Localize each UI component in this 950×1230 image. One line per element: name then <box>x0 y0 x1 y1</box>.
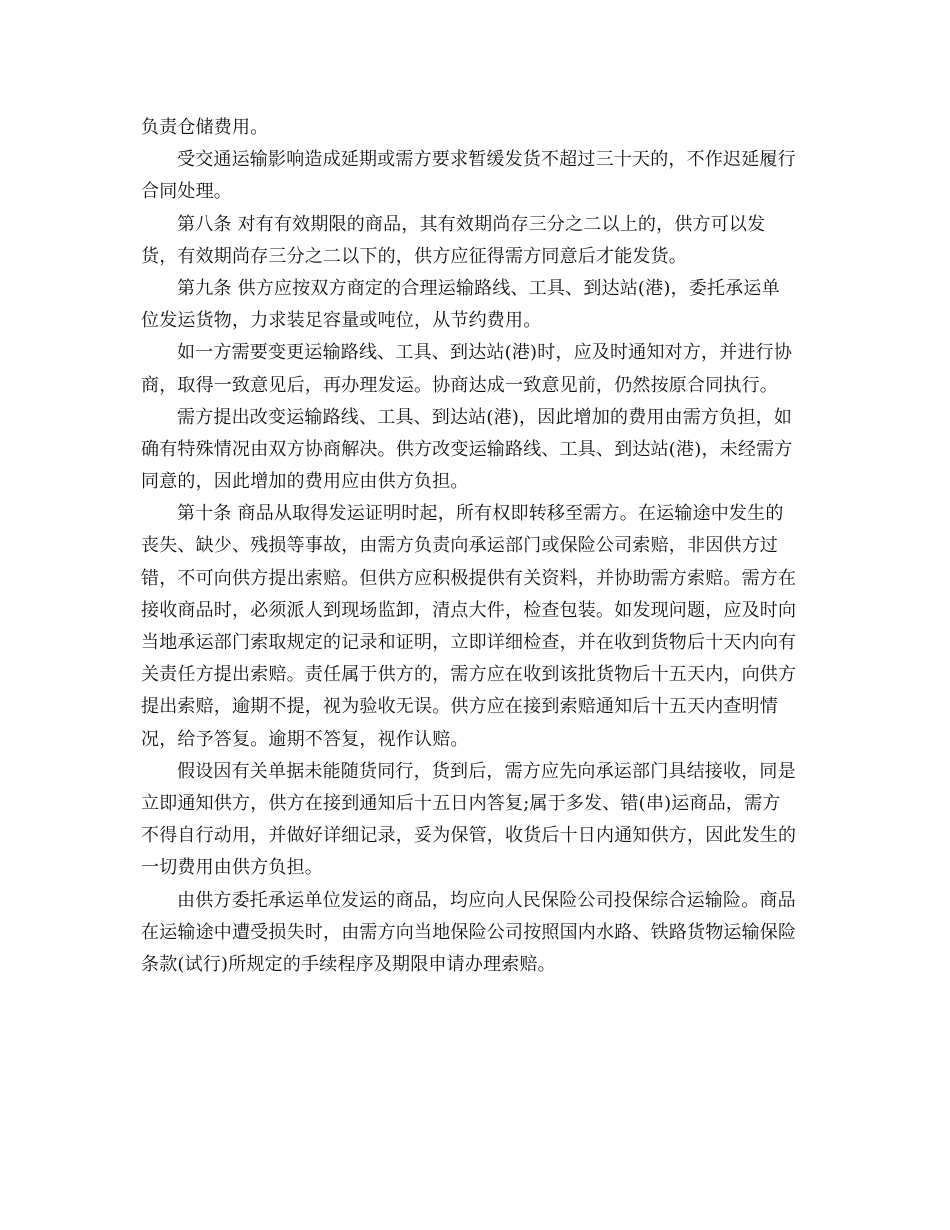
text-line: 关责任方提出索赔。责任属于供方的，需方应在收到该批货物后十五天内，向供方 <box>141 664 797 686</box>
text-line: 立即通知供方，供方在接到通知后十五日内答复;属于多发、错(串)运商品，需方 <box>141 792 781 814</box>
text-line: 由供方委托承运单位发运的商品，均应向人民保险公司投保综合运输险。商品 <box>177 889 796 911</box>
text-line: 第十条 商品从取得发运证明时起，所有权即转移至需方。在运输途中发生的 <box>177 503 784 525</box>
contract-text-body <box>141 112 813 981</box>
text-line: 假设因有关单据未能随货同行，货到后，需方应先向承运部门具结接收，同是 <box>177 760 796 782</box>
text-line: 第九条 供方应按双方商定的合理运输路线、工具、到达站(港)，委托承运单 <box>177 277 780 299</box>
text-line: 受交通运输影响造成延期或需方要求暂缓发货不超过三十天的，不作迟延履行 <box>177 149 796 171</box>
text-line: 合同处理。 <box>141 181 232 203</box>
text-line: 位发运货物，力求装足容量或吨位，从节约费用。 <box>141 310 542 332</box>
text-line: 丧失、缺少、残损等事故，由需方负责向承运部门或保险公司索赔，非因供方过 <box>141 535 778 557</box>
text-line: 确有特殊情况由双方协商解决。供方改变运输路线、工具、到达站(港)，未经需方 <box>141 438 793 460</box>
text-line: 在运输途中遭受损失时，由需方向当地保险公司按照国内水路、铁路货物运输保险 <box>141 921 797 943</box>
text-line: 货，有效期尚存三分之二以下的，供方应征得需方同意后才能发货。 <box>141 245 687 267</box>
text-line: 商，取得一致意见后，再办理发运。协商达成一致意见前，仍然按原合同执行。 <box>141 374 778 396</box>
text-line: 接收商品时，必须派人到现场监卸，清点大件，检查包装。如发现问题，应及时向 <box>141 599 797 621</box>
text-line: 一切费用由供方负担。 <box>141 857 323 879</box>
text-line: 负责仓储费用。 <box>141 117 269 138</box>
text-line: 况，给予答复。逾期不答复，视作认赔。 <box>141 728 469 750</box>
text-line: 同意的，因此增加的费用应由供方负担。 <box>141 471 469 493</box>
text-line: 错，不可向供方提出索赔。但供方应积极提供有关资料，并协助需方索赔。需方在 <box>141 567 797 589</box>
text-line: 条款(试行)所规定的手续程序及期限申请办理索赔。 <box>141 953 556 975</box>
text-line: 第八条 对有有效期限的商品，其有效期尚存三分之二以上的，供方可以发 <box>177 213 766 235</box>
text-line: 提出索赔，逾期不提，视为验收无误。供方应在接到索赔通知后十五天内查明情 <box>141 696 778 718</box>
text-line: 当地承运部门索取规定的记录和证明，立即详细检查，并在收到货物后十天内向有 <box>141 632 797 653</box>
text-line: 不得自行动用，并做好详细记录，妥为保管，收货后十日内通知供方，因此发生的 <box>141 825 797 847</box>
text-line: 如一方需要变更运输路线、工具、到达站(港)时，应及时通知对方，并进行协 <box>177 342 793 364</box>
text-line: 需方提出改变运输路线、工具、到达站(港)，因此增加的费用由需方负担，如 <box>177 406 793 428</box>
